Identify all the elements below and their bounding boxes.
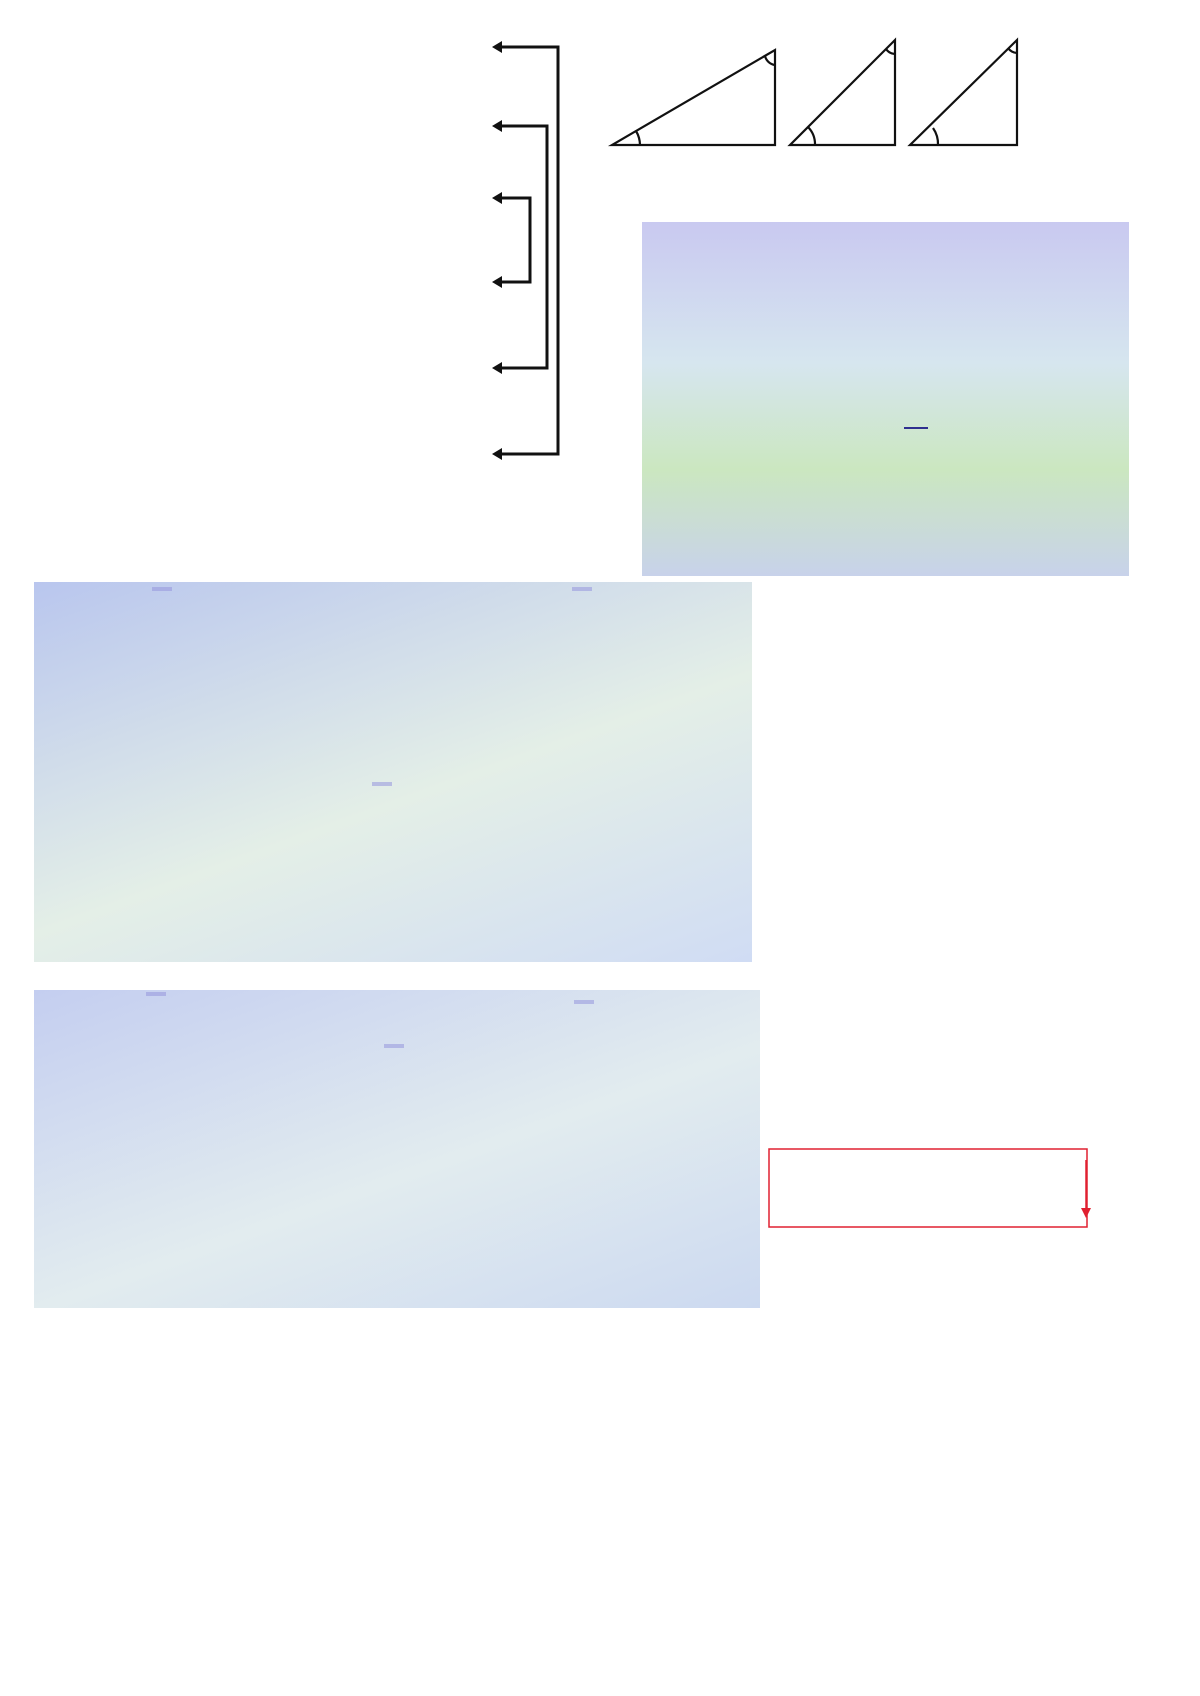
area-table: [904, 427, 928, 429]
area-conversion-photo: [642, 222, 1129, 576]
units-photo-1: [34, 582, 752, 962]
longitud-title-2: [146, 992, 166, 996]
area-col-conv: [916, 427, 928, 429]
masa-title-2: [574, 1000, 594, 1004]
densidad-title-2: [384, 1044, 404, 1048]
area-col-unit: [904, 427, 916, 429]
longitud-title: [152, 587, 172, 591]
masa-title: [572, 587, 592, 591]
trig-arrows: [490, 30, 570, 500]
special-triangles: [600, 20, 1070, 195]
kilo-to-unidad-bracket: [768, 1148, 1102, 1230]
units-photo-2: [34, 990, 760, 1308]
densidad-title: [372, 782, 392, 786]
